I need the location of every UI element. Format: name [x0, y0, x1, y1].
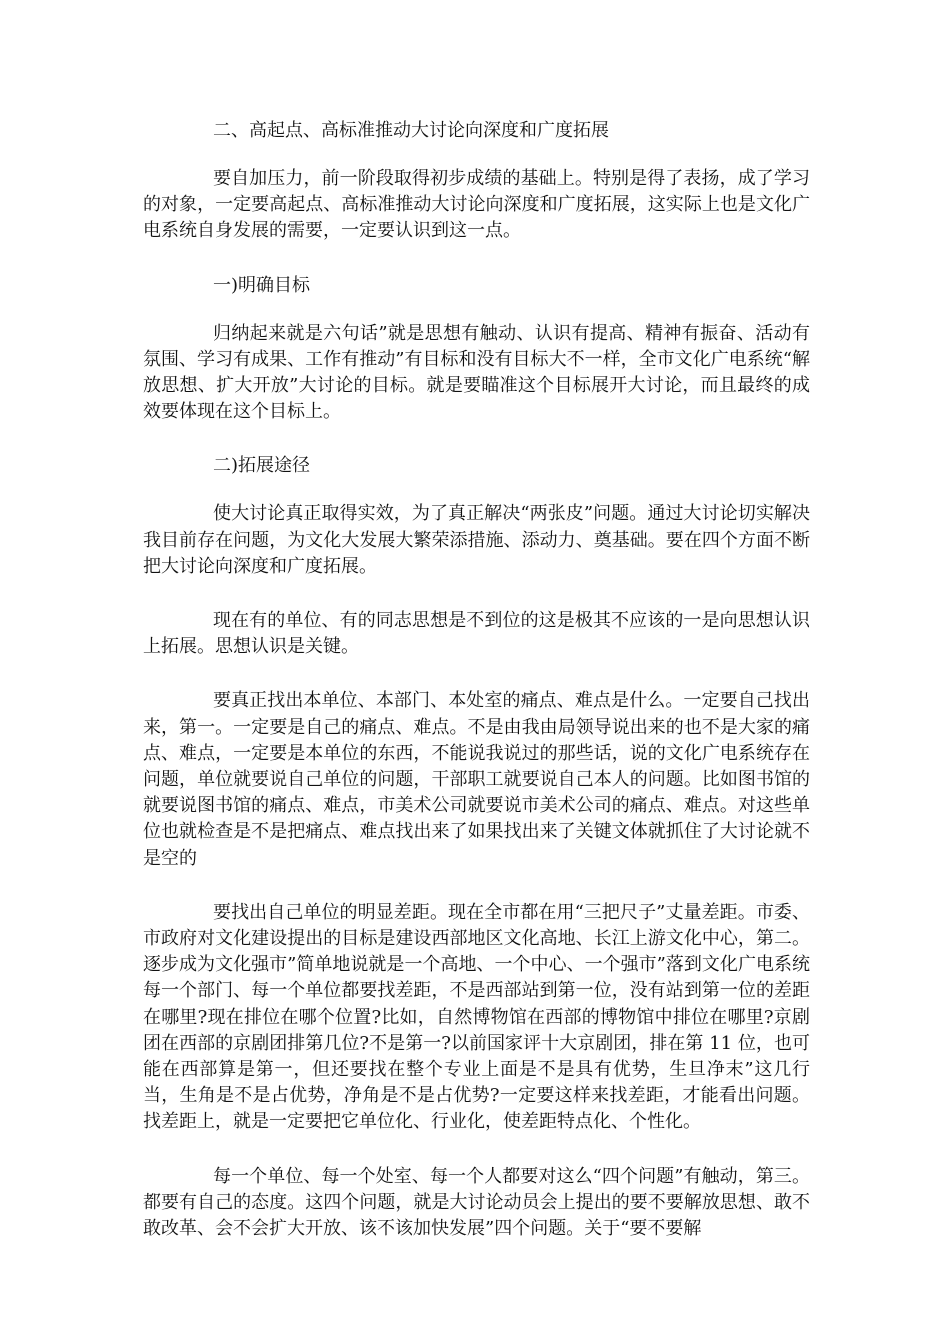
subsection-heading: 二)拓展途径	[213, 455, 311, 477]
paragraph: 要真正找出本单位、本部门、本处室的痛点、难点是什么。一定要自己找出来，第一。一定要是自己的痛点、难点。不是由我由局领导说出来的也不是大家的痛点、难点，一定要是本单位的东西，不能说我说过的那些话，说的文化广电系统存在问题，单位就要说自己单位的问题，干部职工就要说自己本人的问题。比如图书馆的就要说图书馆的痛点、难点，市美术公司就要说市美术公司的痛点、难点。对这些单位也就检查是不是把痛点、难点找出来了如果找出来了关键文体就抓住了大讨论就不是空的	[143, 690, 810, 869]
paragraph: 使大讨论真正取得实效，为了真正解决“两张皮”问题。通过大讨论切实解决我目前存在问题，为文化大发展大繁荣添措施、添动力、奠基础。要在四个方面不断把大讨论向深度和广度拓展。	[143, 503, 810, 577]
document-page	[143, 118, 810, 1242]
paragraph: 要找出自己单位的明显差距。现在全市都在用“三把尺子”丈量差距。市委、市政府对文化建设提出的目标是建设西部地区文化高地、长江上游文化中心，第二。逐步成为文化强市”简单地说就是一个高地、一个中心、一个强市”落到文化广电系统每一个部门、每一个单位都要找差距，不是西部站到第一位，没有站到第一位的差距在哪里?现在排位在哪个位置?比如，自然博物馆在西部的博物馆中排位在哪里?京剧团在西部的京剧团排第几位?不是第一?以前国家评十大京剧团，排在第 11 位，也可能在西部算是第一，但还要找在整个专业上面是不是具有优势，生旦净末”这几行当，生角是不是占优势，净角是不是占优势?一定要这样来找差距，才能看出问题。找差距上，就是一定要把它单位化、行业化，使差距特点化、个性化。	[143, 901, 810, 1133]
section-heading: 二、高起点、高标准推动大讨论向深度和广度拓展	[213, 120, 609, 141]
subsection-heading: 一)明确目标	[213, 274, 311, 296]
paragraph: 每一个单位、每一个处室、每一个人都要对这么“四个问题”有触动，第三。都要有自己的态度。这四个问题，就是大讨论动员会上提出的要不要解放思想、敢不敢改革、会不会扩大开放、该不该加快发展”四个问题。关于“要不要解	[143, 1165, 810, 1240]
paragraph: 归纳起来就是六句话”就是思想有触动、认识有提高、精神有振奋、活动有氛围、学习有成果、工作有推动”有目标和没有目标大不一样，全市文化广电系统“解放思想、扩大开放”大讨论的目标。就是要瞄准这个目标展开大讨论，而且最终的成效要体现在这个目标上。	[143, 322, 810, 423]
paragraph: 要自加压力，前一阶段取得初步成绩的基础上。特别是得了表扬，成了学习的对象，一定要高起点、高标准推动大讨论向深度和广度拓展，这实际上也是文化广电系统自身发展的需要，一定要认识到这一点。	[143, 168, 810, 242]
paragraph: 现在有的单位、有的同志思想是不到位的这是极其不应该的一是向思想认识上拓展。思想认识是关键。	[143, 610, 810, 658]
